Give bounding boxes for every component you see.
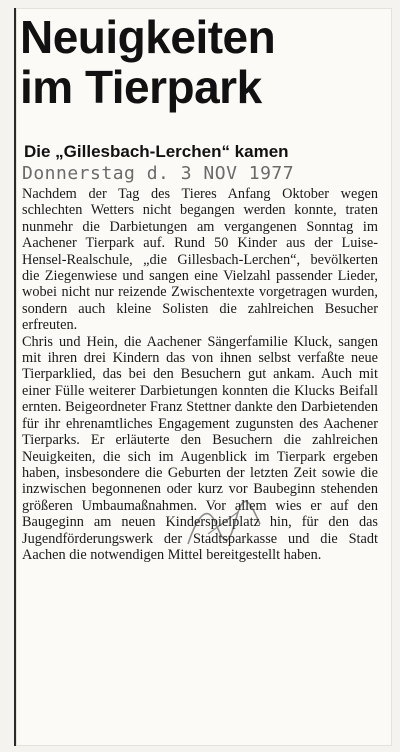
headline — [20, 12, 380, 112]
subheadline: Die „Gillesbach-Lerchen“ kamen — [24, 142, 289, 161]
headline-line-1: Neuigkeiten — [20, 11, 276, 63]
date-stamp: Donnerstag d. 3 NOV 1977 — [22, 163, 295, 184]
headline-line-2: im Tierpark — [20, 61, 262, 113]
handwritten-signature-mark — [178, 494, 268, 554]
article-paragraph-2: Chris und Hein, die Aachener Sängerfamilie Kluck, sangen mit ihren drei Kindern das von ihnen selbst verfaßte neue Tierparklied, das bei den Besuchern gut ankam. Auch mit einer Fülle weiterer Darbietungen konnten die Klucks Beifall ernten. Beigeordneter Franz Stettner dankte den Darbietenden für ihr ehrenamtliches Engagement zugunsten des Aachener Tierparks. Er erläuterte den Besuchern die zahlreichen Neuigkeiten, die sich im Augenblick im Tierpark ergeben haben, insbesondere die Geburten der letzten Zeit sowie die inzwischen begonnenen oder kurz vor Baubeginn stehenden größeren Umbaumaßnahmen. Vor allem wies er auf den Baugeginn am neuen Kinderspielplatz hin, für den das Jugendförderungswerk der Stadtsparkasse und die Stadt Aachen die notwendigen Mittel bereitgestellt haben. — [22, 333, 378, 563]
article-paragraph-1: Nachdem der Tag des Tieres Anfang Oktober wegen schlechten Wetters nicht begangen werden konnte, traten nunmehr die Darbietungen am vergangenen Sonntag im Aachener Tierpark auf. Rund 50 Kinder aus der Luise-Hensel-Realschule, „die Gillesbach-Lerchen“, bevölkerten die Ziegenwiese und sangen eine Vielzahl passender Lieder, wobei nicht nur reizende Zwischentexte vorgetragen wurden, sondern auch kleine Solisten die zahlreichen Besucher erfreuten. — [22, 186, 378, 334]
